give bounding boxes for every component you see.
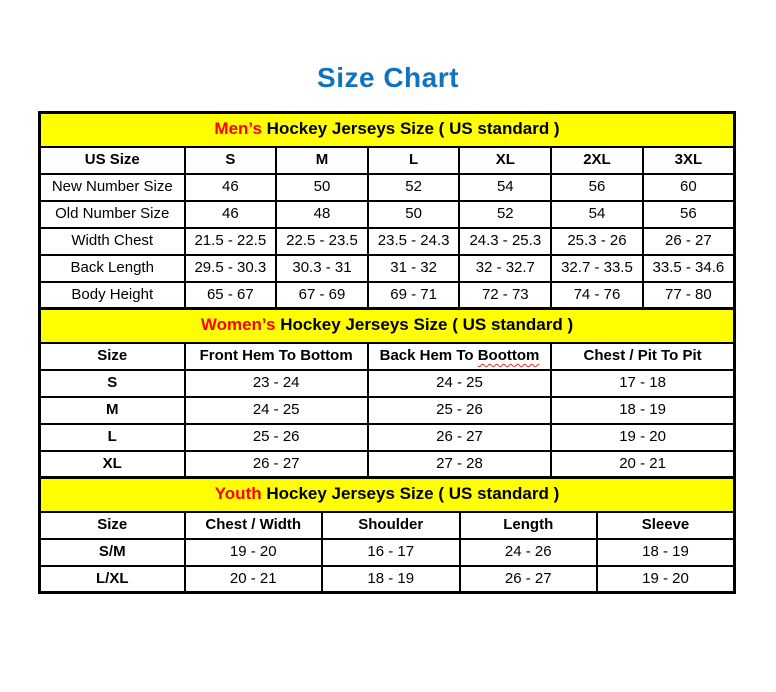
mens-col-header-us-size: US Size [40, 147, 185, 174]
table-cell: 23.5 - 24.3 [368, 228, 460, 255]
table-cell: 50 [368, 201, 460, 228]
row-label: Body Height [40, 282, 185, 309]
youth-title-highlight: Youth [214, 484, 262, 504]
table-cell: 20 - 21 [185, 566, 323, 593]
mens-col-header-m: M [276, 147, 368, 174]
table-cell: 74 - 76 [551, 282, 643, 309]
womens-header-row [40, 343, 735, 370]
mens-row-body-height [40, 282, 735, 309]
table-cell: 19 - 20 [551, 424, 734, 451]
table-cell: 31 - 32 [368, 255, 460, 282]
table-cell: 17 - 18 [551, 370, 734, 397]
table-cell: 67 - 69 [276, 282, 368, 309]
row-label: Old Number Size [40, 201, 185, 228]
row-label: S [40, 370, 185, 397]
mens-col-header-3xl: 3XL [643, 147, 735, 174]
table-cell: 22.5 - 23.5 [276, 228, 368, 255]
youth-table-title [40, 478, 735, 512]
youth-col-header-length: Length [460, 512, 598, 539]
table-cell: 18 - 19 [551, 397, 734, 424]
youth-col-header-sleeve: Sleeve [597, 512, 735, 539]
table-cell: 30.3 - 31 [276, 255, 368, 282]
table-cell: 50 [276, 174, 368, 201]
womens-title-highlight: Women’s [200, 315, 276, 335]
row-label: L [40, 424, 185, 451]
womens-row-s [40, 370, 735, 397]
table-cell: 52 [368, 174, 460, 201]
table-cell: 25 - 26 [368, 397, 551, 424]
table-cell: 16 - 17 [322, 539, 460, 566]
size-tables-container [38, 111, 736, 594]
mens-title-rest: Hockey Jerseys Size ( US standard ) [261, 119, 560, 139]
table-cell: 29.5 - 30.3 [185, 255, 277, 282]
table-cell: 56 [643, 201, 735, 228]
mens-title-highlight: Men’s [214, 119, 262, 139]
table-cell: 25.3 - 26 [551, 228, 643, 255]
table-cell: 54 [551, 201, 643, 228]
row-label: M [40, 397, 185, 424]
womens-col-header-chest: Chest / Pit To Pit [551, 343, 734, 370]
table-cell: 69 - 71 [368, 282, 460, 309]
table-cell: 19 - 20 [185, 539, 323, 566]
row-label: Width Chest [40, 228, 185, 255]
table-cell: 56 [551, 174, 643, 201]
table-cell: 26 - 27 [185, 451, 368, 478]
table-cell: 26 - 27 [643, 228, 735, 255]
youth-title-rest: Hockey Jerseys Size ( US standard ) [261, 484, 560, 504]
table-cell: 46 [185, 174, 277, 201]
table-cell: 25 - 26 [185, 424, 368, 451]
page-title: Size Chart [317, 62, 459, 93]
mens-row-back-length [40, 255, 735, 282]
mens-band-row [40, 113, 735, 147]
table-cell: 20 - 21 [551, 451, 734, 478]
youth-band-row [40, 478, 735, 512]
table-cell: 77 - 80 [643, 282, 735, 309]
youth-row-lxl [40, 566, 735, 593]
youth-header-row [40, 512, 735, 539]
table-cell: 18 - 19 [597, 539, 735, 566]
table-cell: 60 [643, 174, 735, 201]
table-cell: 65 - 67 [185, 282, 277, 309]
womens-col-header-size: Size [40, 343, 185, 370]
mens-row-width-chest [40, 228, 735, 255]
mens-size-table [38, 111, 736, 310]
womens-row-m [40, 397, 735, 424]
youth-col-header-size: Size [40, 512, 185, 539]
row-label: L/XL [40, 566, 185, 593]
table-cell: 72 - 73 [459, 282, 551, 309]
table-cell: 27 - 28 [368, 451, 551, 478]
back-hem-misspelled-word: Boottom [477, 346, 540, 364]
table-cell: 24 - 25 [368, 370, 551, 397]
womens-row-l [40, 424, 735, 451]
womens-col-header-back-hem [368, 343, 551, 370]
youth-col-header-chest-width: Chest / Width [185, 512, 323, 539]
table-cell: 24 - 26 [460, 539, 598, 566]
womens-band-row [40, 309, 735, 343]
table-cell: 23 - 24 [185, 370, 368, 397]
row-label: XL [40, 451, 185, 478]
table-cell: 18 - 19 [322, 566, 460, 593]
row-label: New Number Size [40, 174, 185, 201]
back-hem-label-prefix: Back Hem To [379, 346, 478, 364]
table-cell: 46 [185, 201, 277, 228]
table-cell: 24 - 25 [185, 397, 368, 424]
mens-col-header-xl: XL [459, 147, 551, 174]
mens-col-header-l: L [368, 147, 460, 174]
youth-row-sm [40, 539, 735, 566]
youth-size-table [38, 476, 736, 594]
row-label: S/M [40, 539, 185, 566]
table-cell: 19 - 20 [597, 566, 735, 593]
table-cell: 26 - 27 [460, 566, 598, 593]
row-label: Back Length [40, 255, 185, 282]
table-cell: 26 - 27 [368, 424, 551, 451]
mens-row-new-number-size [40, 174, 735, 201]
table-cell: 48 [276, 201, 368, 228]
mens-header-row [40, 147, 735, 174]
womens-title-rest: Hockey Jerseys Size ( US standard ) [275, 315, 574, 335]
mens-col-header-s: S [185, 147, 277, 174]
table-cell: 54 [459, 174, 551, 201]
table-cell: 32 - 32.7 [459, 255, 551, 282]
table-cell: 33.5 - 34.6 [643, 255, 735, 282]
mens-col-header-2xl: 2XL [551, 147, 643, 174]
table-cell: 21.5 - 22.5 [185, 228, 277, 255]
table-cell: 24.3 - 25.3 [459, 228, 551, 255]
youth-col-header-shoulder: Shoulder [322, 512, 460, 539]
womens-size-table [38, 307, 736, 479]
mens-row-old-number-size [40, 201, 735, 228]
table-cell: 32.7 - 33.5 [551, 255, 643, 282]
mens-table-title [40, 113, 735, 147]
womens-row-xl [40, 451, 735, 478]
table-cell: 52 [459, 201, 551, 228]
womens-col-header-front-hem: Front Hem To Bottom [185, 343, 368, 370]
womens-table-title [40, 309, 735, 343]
